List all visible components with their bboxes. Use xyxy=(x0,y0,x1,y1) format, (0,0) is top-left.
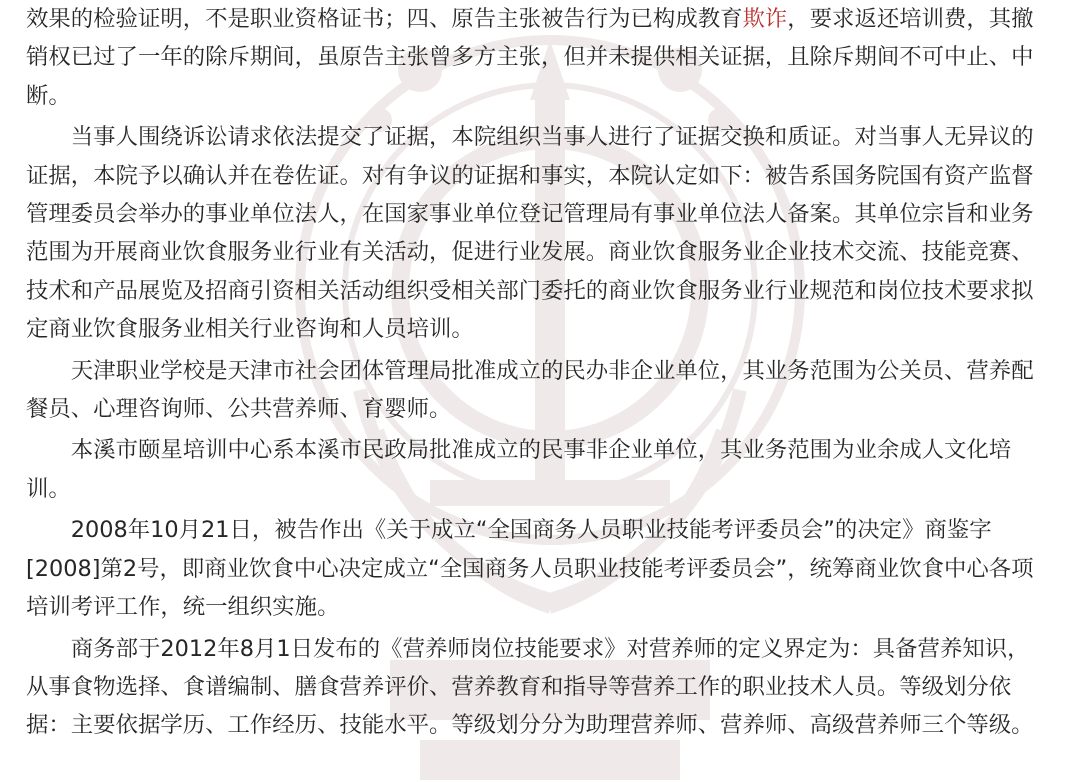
paragraph-3 xyxy=(26,352,1050,429)
paragraph-5 xyxy=(26,511,1050,626)
paragraph-1-text-a: 效果的检验证明，不是职业资格证书；四、原告主张被告行为已构成教育 xyxy=(26,6,743,32)
paragraph-4 xyxy=(26,431,1050,508)
paragraph-1 xyxy=(26,0,1050,115)
paragraph-4-text: 本溪市颐星培训中心系本溪市民政局批准成立的民事非企业单位，其业务范围为业余成人文化培训。 xyxy=(26,437,1012,502)
paragraph-1-text-b: ，要求返还培训费，其撤销权已过了一年的除斥期间，虽原告主张曾多方主张，但并未提供相关证据，且除斥期间不可中止、中断。 xyxy=(26,6,1034,109)
highlighted-keyword: 欺诈 xyxy=(742,6,788,32)
paragraph-2-text: 当事人围绕诉讼请求依法提交了证据，本院组织当事人进行了证据交换和质证。对当事人无异议的证据，本院予以确认并在卷佐证。对有争议的证据和事实，本院认定如下：被告系国务院国有资产监督管理委员会举办的事业单位法人，在国家事业单位登记管理局有事业单位法人备案。其单位宗旨和业务范围为开展商业饮食服务业行业有关活动，促进行业发展。商业饮食服务业企业技术交流、技能竞赛、技术和产品展览及招商引资相关活动组织受相关部门委托的商业饮食服务业行业规范和岗位技术要求拟定商业饮食服务业相关行业咨询和人员培训。 xyxy=(26,124,1034,343)
paragraph-5-text: 2008年10月21日，被告作出《关于成立“全国商务人员职业技能考评委员会”的决定》商鉴字[2008]第2号，即商业饮食中心决定成立“全国商务人员职业技能考评委员会”，统筹商业饮食中心各项培训考评工作，统一组织实施。 xyxy=(26,517,1034,621)
paragraph-6-text: 商务部于2012年8月1日发布的《营养师岗位技能要求》对营养师的定义界定为：具备营养知识，从事食物选择、食谱编制、膳食营养评价、营养教育和指导等营养工作的职业技术人员。等级划分依据：主要依据学历、工作经历、技能水平。等级划分分为助理营养师、营养师、高级营养师三个等级。 xyxy=(26,635,1034,739)
paragraph-3-text: 天津职业学校是天津市社会团体管理局批准成立的民办非企业单位，其业务范围为公关员、营养配餐员、心理咨询师、公共营养师、育婴师。 xyxy=(26,357,1034,423)
paragraph-2 xyxy=(26,118,1050,348)
paragraph-6 xyxy=(26,630,1050,745)
